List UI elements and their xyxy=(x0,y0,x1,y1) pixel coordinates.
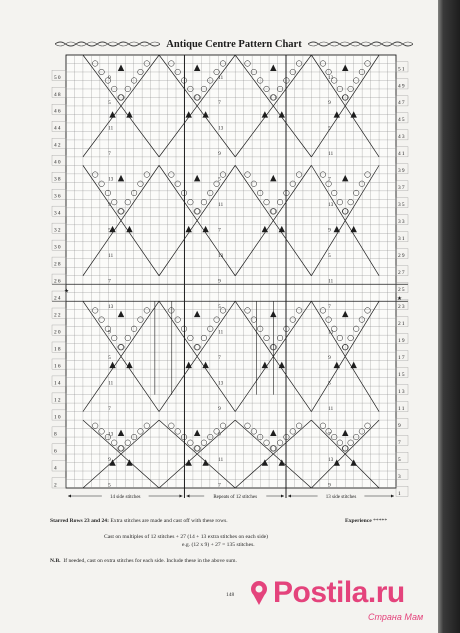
row-label-left: 4 xyxy=(54,465,58,472)
row-label-left: 18 xyxy=(54,346,62,353)
stitch-count-label: 13 xyxy=(328,457,334,463)
stitch-count-label: 13 xyxy=(218,381,224,387)
stitch-count-label: 7 xyxy=(218,228,221,234)
watermark-text: Postila.ru xyxy=(273,576,405,609)
row-label-left: 8 xyxy=(54,431,58,438)
stitch-count-label: 9 xyxy=(328,101,331,107)
stitch-count-label: 9 xyxy=(328,483,331,489)
row-label-left: 26 xyxy=(54,278,62,285)
row-label-right: 27 xyxy=(398,270,406,277)
row-label-right: 17 xyxy=(398,354,406,361)
bracket-repeat-label: Repeats of 12 stitches xyxy=(213,494,258,500)
row-label-right: 11 xyxy=(398,405,406,412)
row-label-right: 43 xyxy=(398,134,406,141)
stitch-count-label: 9 xyxy=(328,228,331,234)
row-label-left: 40 xyxy=(54,159,62,166)
arrow-left-icon xyxy=(186,495,189,498)
starred-rows-note xyxy=(50,518,228,524)
cast-on-example: e.g. (12 x 9) + 27 = 135 stitches. xyxy=(182,542,255,548)
star-icon: ★ xyxy=(64,288,70,295)
row-label-left: 22 xyxy=(54,312,62,319)
row-label-right: 19 xyxy=(398,337,406,344)
stitch-count-label: 5 xyxy=(108,355,111,361)
stitch-count-label: 9 xyxy=(218,152,221,158)
row-label-right: 7 xyxy=(398,439,402,446)
stitch-count-label: 9 xyxy=(108,203,111,209)
stitch-count-label: 7 xyxy=(328,305,331,311)
stitch-count-label: 9 xyxy=(108,75,111,81)
stitch-count-label: 9 xyxy=(108,330,111,336)
experience-rating xyxy=(345,518,387,524)
starred-rows-text: Extra stitches are made and cast off with these rows. xyxy=(110,518,228,524)
chart-grid xyxy=(52,55,408,498)
arrow-right-icon xyxy=(391,495,394,498)
row-label-right: 45 xyxy=(398,117,406,124)
row-label-left: 48 xyxy=(54,91,62,98)
row-label-left: 16 xyxy=(54,363,62,370)
stitch-count-label: 7 xyxy=(218,355,221,361)
stitch-count-label: 5 xyxy=(218,177,221,183)
arrow-right-icon xyxy=(281,495,284,498)
stitch-count-label: 7 xyxy=(108,279,111,285)
row-label-left: 2 xyxy=(54,482,58,489)
experience-stars: ***** xyxy=(373,518,388,524)
row-label-right: 3 xyxy=(398,473,402,480)
stitch-count-label: 13 xyxy=(108,305,114,311)
row-label-right: 41 xyxy=(398,151,406,158)
watermark-pin-icon xyxy=(248,580,270,606)
row-label-right: 15 xyxy=(398,371,406,378)
stitch-count-label: 9 xyxy=(218,406,221,412)
row-label-right: 29 xyxy=(398,253,406,260)
stitch-count-label: 11 xyxy=(218,203,224,209)
stitch-count-label: 13 xyxy=(328,75,334,81)
row-label-right: 33 xyxy=(398,219,406,226)
row-label-left: 36 xyxy=(54,193,62,200)
arrow-left-icon xyxy=(68,495,71,498)
row-label-left: 44 xyxy=(54,125,62,132)
nb-label: N.B. xyxy=(50,558,61,564)
stitch-count-label: 5 xyxy=(108,228,111,234)
row-label-right: 35 xyxy=(398,202,406,209)
row-label-left: 34 xyxy=(54,210,62,217)
row-label-left: 10 xyxy=(54,414,62,421)
row-label-left: 20 xyxy=(54,329,62,336)
stitch-count-label: 11 xyxy=(218,457,224,463)
row-label-right: 39 xyxy=(398,168,406,175)
stitch-count-label: 5 xyxy=(328,254,331,260)
stitch-count-label: 11 xyxy=(218,75,224,81)
row-label-right: 51 xyxy=(398,66,406,73)
row-label-right: 13 xyxy=(398,388,406,395)
stitch-count-label: 7 xyxy=(328,177,331,183)
row-label-right: 23 xyxy=(398,304,406,311)
stitch-count-label: 13 xyxy=(328,330,334,336)
stitch-count-label: 11 xyxy=(108,254,114,260)
row-label-left: 14 xyxy=(54,380,62,387)
stitch-count-label: 5 xyxy=(108,101,111,107)
row-label-left: 12 xyxy=(54,397,62,404)
row-label-left: 32 xyxy=(54,227,62,234)
cast-on-note: Cast on multiples of 12 stitches + 27 (14 + 13 extra stitches on each side) xyxy=(104,534,268,540)
stitch-count-label: 11 xyxy=(108,381,114,387)
stitch-count-label: 7 xyxy=(108,406,111,412)
watermark-subtitle: Страна Мам xyxy=(368,612,424,622)
star-icon: ★ xyxy=(397,296,403,303)
stitch-count-label: 13 xyxy=(218,254,224,260)
stitch-count-label: 7 xyxy=(108,152,111,158)
stitch-count-label: 9 xyxy=(218,279,221,285)
row-label-left: 50 xyxy=(54,74,62,81)
row-label-left: 46 xyxy=(54,108,62,115)
stitch-count-label: 13 xyxy=(108,432,114,438)
page-title: Antique Centre Pattern Chart xyxy=(166,38,302,50)
stitch-count-label: 9 xyxy=(108,457,111,463)
bracket-right-side-label: 13 side stitches xyxy=(325,494,357,500)
stitch-count-label: 7 xyxy=(328,432,331,438)
starred-rows-label: Starred Rows 23 and 24: xyxy=(50,518,109,524)
row-label-right: 37 xyxy=(398,185,406,192)
bracket-left-side-label: 14 side stitches xyxy=(109,494,141,500)
stitch-count-label: 7 xyxy=(218,483,221,489)
stitch-count-label: 11 xyxy=(218,330,224,336)
stitch-count-label: 5 xyxy=(328,126,331,132)
page-number: 148 xyxy=(226,592,235,598)
row-label-left: 30 xyxy=(54,244,62,251)
arrow-left-icon xyxy=(288,495,291,498)
stitch-brackets xyxy=(68,495,394,500)
stitch-count-label: 5 xyxy=(108,483,111,489)
row-label-right: 9 xyxy=(398,422,402,429)
experience-label: Experience xyxy=(345,518,372,524)
nb-text: If needed, cast on extra stitches for each side. Include these in the above sum. xyxy=(63,558,237,564)
row-label-right: 1 xyxy=(398,490,402,497)
stitch-count-label: 13 xyxy=(218,126,224,132)
stitch-count-label: 11 xyxy=(328,152,334,158)
row-label-left: 24 xyxy=(54,295,62,302)
row-label-left: 42 xyxy=(54,142,62,149)
stitch-count-label: 13 xyxy=(328,203,334,209)
row-label-left: 38 xyxy=(54,176,62,183)
row-label-right: 21 xyxy=(398,320,406,327)
row-label-right: 5 xyxy=(398,456,402,463)
row-label-right: 31 xyxy=(398,236,406,243)
nb-note xyxy=(50,558,237,564)
stitch-count-label: 11 xyxy=(328,279,334,285)
stitch-count-label: 5 xyxy=(328,381,331,387)
chart-frame xyxy=(66,55,396,488)
watermark xyxy=(248,578,405,608)
row-label-right: 47 xyxy=(398,100,406,107)
row-label-right: 25 xyxy=(398,287,406,294)
row-label-right: 49 xyxy=(398,83,406,90)
arrow-right-icon xyxy=(179,495,182,498)
stitch-count-label: 5 xyxy=(218,432,221,438)
stitch-count-label: 13 xyxy=(108,177,114,183)
row-label-left: 6 xyxy=(54,448,58,455)
stitch-count-label: 11 xyxy=(108,126,114,132)
row-label-left: 28 xyxy=(54,261,62,268)
stitch-count-label: 5 xyxy=(218,305,221,311)
stitch-count-label: 11 xyxy=(328,406,334,412)
stitch-count-label: 7 xyxy=(218,101,221,107)
stitch-count-label: 9 xyxy=(328,355,331,361)
